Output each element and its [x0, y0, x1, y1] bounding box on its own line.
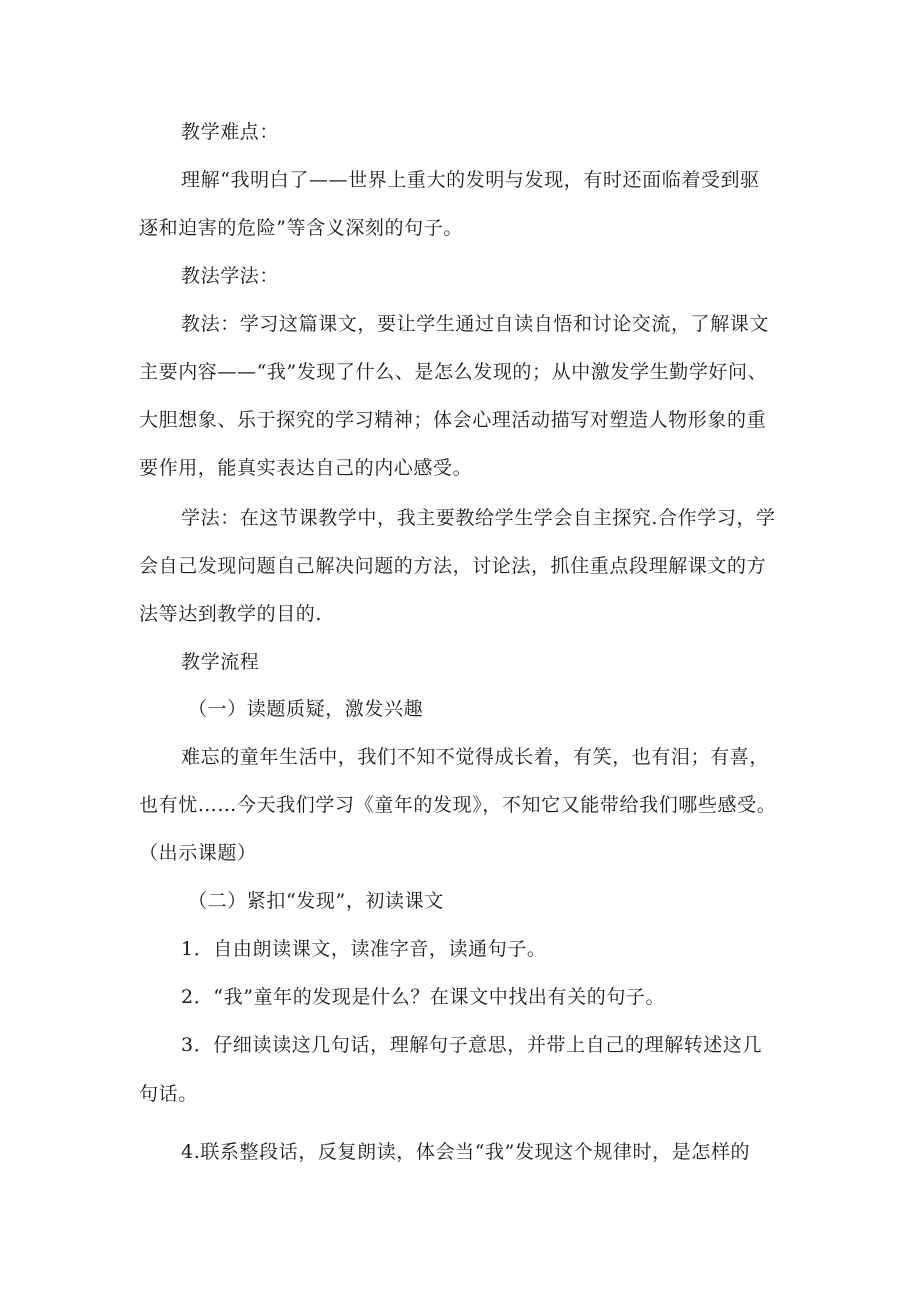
- process-heading: 教学流程: [181, 651, 260, 673]
- step-3-line: 句话。: [139, 1083, 198, 1105]
- step-2: 2．“我”童年的发现是什么？在课文中找出有关的句子。: [181, 986, 666, 1008]
- teaching-method-line: 大胆想象、乐于探究的学习精神；体会心理活动描写对塑造人物形象的重: [139, 409, 767, 431]
- teaching-method-line: 教法：学习这篇课文，要让学生通过自读自悟和讨论交流，了解课文: [181, 313, 770, 335]
- learning-method-line: 会自己发现问题自己解决问题的方法，讨论法，抓住重点段理解课文的方: [139, 555, 767, 577]
- step-3-line: 3．仔细读读这几句话，理解句子意思，并带上自己的理解转述这几: [181, 1034, 763, 1056]
- step-4-line: 4.联系整段话，反复朗读，体会当“我”发现这个规律时，是怎样的: [181, 1141, 751, 1163]
- learning-method-line: 法等达到教学的目的.: [139, 603, 323, 625]
- difficulty-text-line: 逐和迫害的危险”等含义深刻的句子。: [139, 217, 463, 239]
- section1-heading: （一）读题质疑，激发兴趣: [188, 698, 424, 720]
- section2-heading: （二）紧扣“发现”，初读课文: [188, 890, 444, 912]
- teaching-method-line: 要作用，能真实表达自己的内心感受。: [139, 457, 473, 479]
- step-1: 1．自由朗读课文，读准字音，读通句子。: [181, 938, 547, 960]
- method-heading: 教法学法：: [181, 265, 280, 287]
- section1-text-line: 难忘的童年生活中，我们不知不觉得成长着，有笑，也有泪；有喜，: [181, 746, 770, 768]
- difficulty-text-line: 理解“我明白了——世界上重大的发明与发现，有时还面临着受到驱: [181, 169, 760, 191]
- section1-text-line: 也有忧……今天我们学习《童年的发现》，不知它又能带给我们哪些感受。: [139, 794, 777, 816]
- section1-text-line: （出示课题）: [139, 842, 257, 864]
- learning-method-line: 学法：在这节课教学中，我主要教给学生学会自主探究.合作学习，学: [181, 507, 776, 529]
- teaching-method-line: 主要内容——“我”发现了什么、是怎么发现的；从中激发学生勤学好问、: [139, 361, 768, 383]
- difficulty-heading: 教学难点：: [181, 121, 280, 143]
